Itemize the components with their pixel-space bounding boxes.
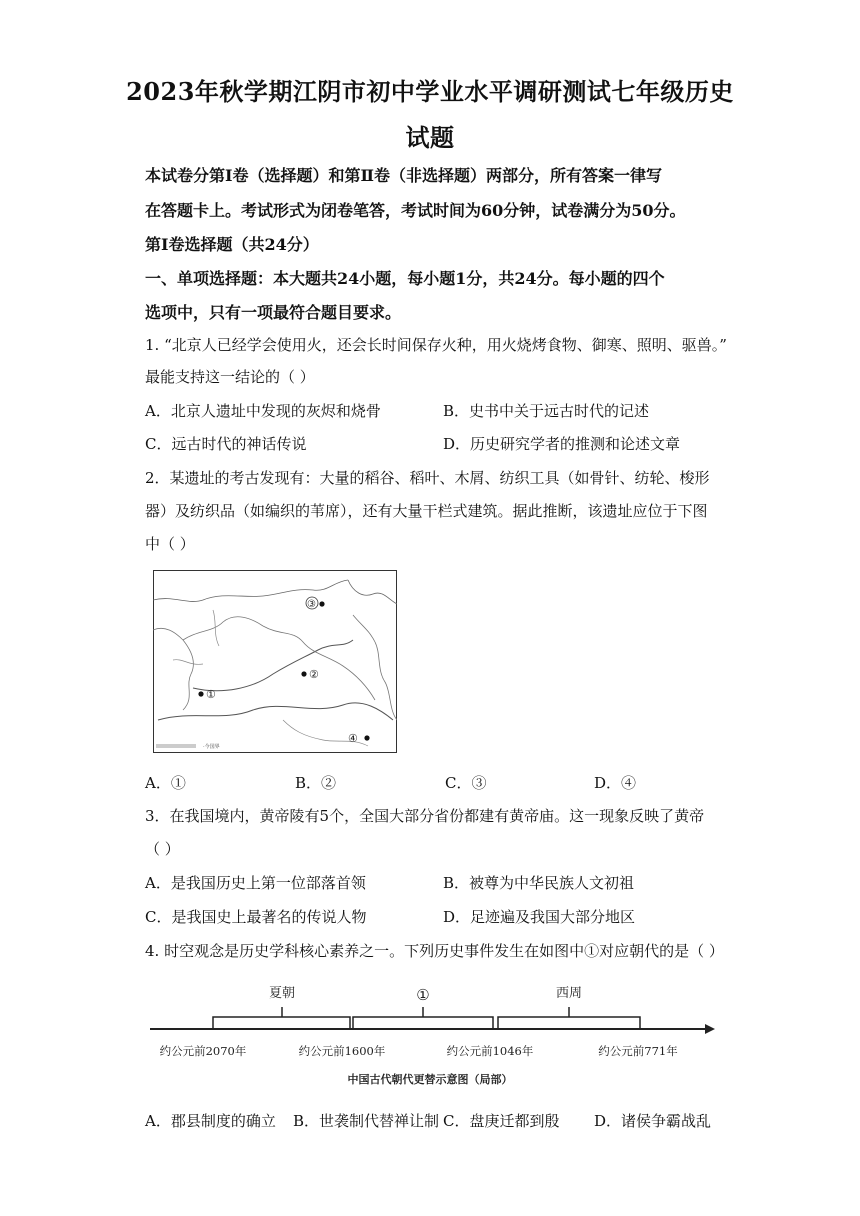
instructions-line: 在答题卡上。考试形式为闭卷笔答，考试时间为60分钟，试卷满分为50分。 [145, 201, 686, 220]
q3-option-d[interactable]: D．足迹遍及我国大部分地区 [443, 908, 636, 926]
q2-stem: 中（ ） [145, 535, 195, 553]
q1-option-b[interactable]: B．史书中关于远古时代的记述 [443, 402, 650, 420]
q1-option-c[interactable]: C．远古时代的神话传说 [145, 435, 307, 453]
timeline-period-blank: ① [416, 986, 430, 1004]
q3-option-a[interactable]: A．是我国历史上第一位部落首领 [145, 874, 366, 892]
q4-option-d[interactable]: D．诸侯争霸战乱 [594, 1112, 712, 1130]
timeline-date: 约公元前2070年 [159, 1044, 247, 1058]
dynasty-timeline [145, 975, 720, 1095]
q3-option-c[interactable]: C．是我国史上最著名的传说人物 [145, 908, 367, 926]
timeline-period-xia: 夏朝 [268, 986, 296, 1001]
map-label-3: ③ [307, 599, 316, 610]
q2-stem: 器）及纺织品（如编织的苇席），还有大量干栏式建筑。据此推断，该遗址应位于下图 [145, 502, 708, 520]
q3-stem: 3．在我国境内，黄帝陵有5个，全国大部分省份都建有黄帝庙。这一现象反映了黄帝 [145, 807, 705, 825]
instructions-line: 一、单项选择题：本大题共24小题，每小题1分，共24分。每小题的四个 [145, 269, 665, 288]
q2-stem: 2．某遗址的考古发现有：大量的稻谷、稻叶、木屑、纺织工具（如骨针、纺轮、梭形 [145, 469, 710, 487]
q2-option-c[interactable]: C．③ [445, 774, 487, 792]
q4-stem: 4. 时空观念是历史学科核心素养之一。下列历史事件发生在如图中①对应朝代的是（ ） [145, 942, 724, 960]
timeline-period-western-zhou: 西周 [555, 986, 583, 1001]
timeline-date: 约公元前771年 [598, 1044, 678, 1058]
exam-title-line1: 2023年秋学期江阴市初中学业水平调研测试七年级历史 [126, 77, 734, 106]
q2-option-b[interactable]: B．② [295, 774, 337, 792]
q4-option-a[interactable]: A．郡县制度的确立 [145, 1112, 276, 1130]
q1-stem: 最能支持这一结论的（ ） [145, 368, 315, 386]
timeline-date: 约公元前1600年 [298, 1044, 386, 1058]
exam-title-line2: 试题 [405, 123, 455, 152]
timeline-caption: 中国古代朝代更替示意图（局部） [347, 1073, 513, 1086]
map-label-2: ② [309, 668, 319, 681]
q3-option-b[interactable]: B．被尊为中华民族人文初祖 [443, 874, 635, 892]
q2-option-d[interactable]: D．④ [594, 774, 637, 792]
map-label-4: ④ [348, 732, 358, 745]
instructions-line: 本试卷分第Ⅰ卷（选择题）和第Ⅱ卷（非选择题）两部分，所有答案一律写 [145, 166, 662, 185]
timeline-date: 约公元前1046年 [446, 1044, 534, 1058]
q3-stem: （ ） [145, 840, 180, 858]
svg-text:·今国界: ·今国界 [203, 744, 220, 750]
q1-option-a[interactable]: A．北京人遗址中发现的灰烬和烧骨 [145, 402, 381, 420]
site-location-map [153, 570, 397, 753]
section-heading: 第Ⅰ卷选择题（共24分） [145, 235, 319, 254]
instructions-line: 选项中，只有一项最符合题目要求。 [145, 303, 402, 322]
q1-option-d[interactable]: D．历史研究学者的推测和论述文章 [443, 435, 681, 453]
q4-option-b[interactable]: B．世袭制代替禅让制 [293, 1112, 440, 1130]
q1-stem: 1. “北京人已经学会使用火，还会长时间保存火种，用火烧烤食物、御寒、照明、驱兽。” [145, 336, 727, 354]
map-label-1: ① [206, 688, 216, 701]
q4-option-c[interactable]: C．盘庚迁都到殷 [443, 1112, 560, 1130]
q2-option-a[interactable]: A．① [145, 774, 186, 792]
